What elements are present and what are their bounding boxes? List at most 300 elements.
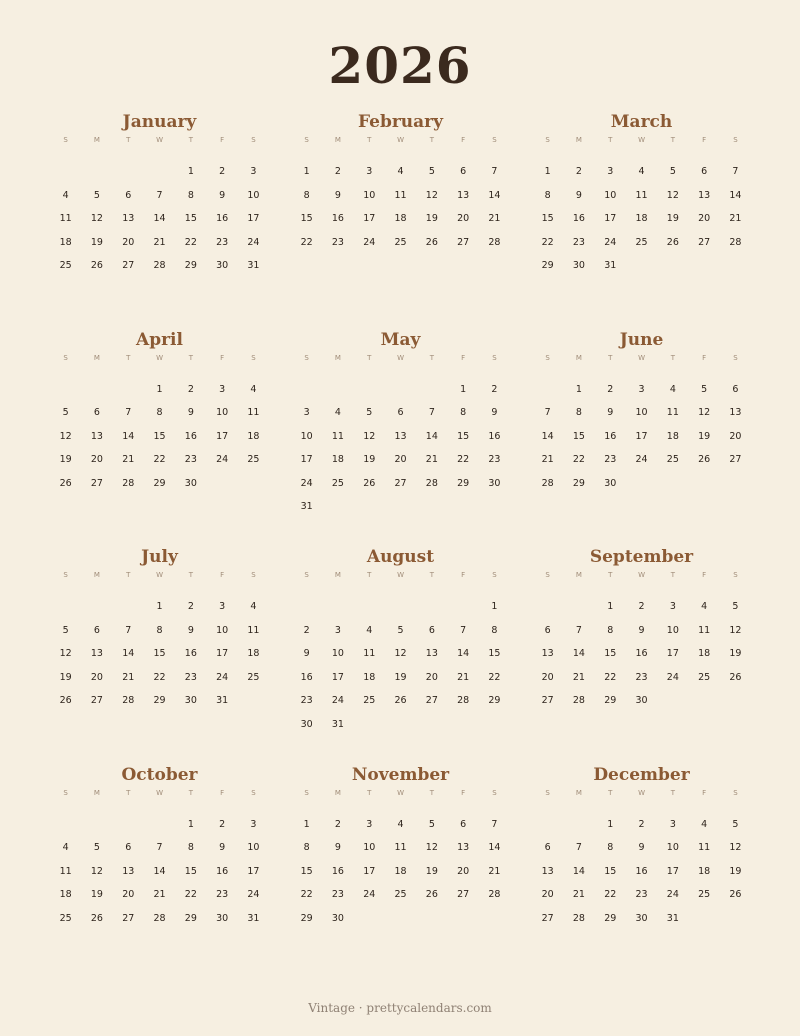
day-cell: 7 — [156, 189, 163, 201]
day-cell: 1 — [491, 601, 498, 612]
day-cell: 19 — [698, 430, 711, 442]
day-cell: 5 — [669, 166, 676, 177]
day-cell: 16 — [488, 430, 501, 442]
weekday-label: T — [670, 353, 675, 362]
day-cell: 3 — [219, 383, 226, 395]
day-cell: 12 — [59, 648, 72, 660]
day-cell: 20 — [122, 889, 135, 901]
day-cell: 23 — [331, 889, 344, 901]
day-cell: 21 — [729, 213, 742, 225]
day-cell: 25 — [59, 260, 72, 272]
days-grid — [50, 813, 269, 931]
day-cell: 16 — [184, 430, 197, 442]
day-cell: 23 — [216, 889, 229, 901]
day-cell: 27 — [457, 889, 470, 901]
day-cell: 22 — [604, 671, 617, 683]
weekday-label: T — [608, 353, 613, 362]
day-cell: 27 — [698, 236, 711, 248]
weekday-label: F — [461, 571, 466, 579]
day-cell: 28 — [488, 889, 501, 901]
day-cell: 29 — [457, 477, 470, 489]
weekday-label: T — [367, 571, 372, 579]
day-cell: 28 — [541, 477, 554, 489]
day-cell: 1 — [460, 383, 467, 395]
weekday-label: F — [702, 136, 707, 144]
day-cell: 11 — [59, 213, 72, 225]
days-grid — [50, 595, 269, 713]
day-cell: 8 — [303, 842, 310, 854]
day-cell: 19 — [425, 865, 438, 877]
day-cell: 5 — [701, 383, 708, 395]
day-cell: 4 — [701, 601, 708, 612]
day-cell: 9 — [303, 648, 310, 660]
weekday-label: M — [93, 571, 100, 579]
day-cell: 28 — [572, 695, 585, 707]
day-cell: 13 — [425, 648, 438, 660]
day-cell: 6 — [428, 624, 435, 636]
weekday-header-row — [291, 352, 510, 364]
weekday-label: M — [93, 353, 100, 362]
weekday-label: T — [126, 571, 131, 579]
day-cell: 3 — [669, 601, 676, 612]
day-cell: 24 — [247, 889, 260, 901]
day-cell: 10 — [666, 624, 679, 636]
day-cell: 6 — [544, 842, 551, 854]
day-cell: 7 — [491, 166, 498, 177]
day-cell: 26 — [729, 671, 742, 683]
empty-day-cell — [81, 378, 112, 402]
weekday-label: S — [492, 353, 497, 362]
day-cell: 15 — [457, 430, 470, 442]
day-cell: 2 — [219, 166, 226, 177]
weekday-header-row — [532, 352, 751, 364]
day-cell: 31 — [216, 695, 229, 707]
day-cell: 24 — [216, 671, 229, 683]
day-cell: 20 — [457, 213, 470, 225]
day-cell: 6 — [732, 383, 739, 395]
weekday-label: F — [461, 353, 466, 362]
day-cell: 16 — [184, 648, 197, 660]
day-cell: 20 — [698, 213, 711, 225]
day-cell: 27 — [394, 477, 407, 489]
month-name: November — [351, 764, 450, 785]
day-cell: 1 — [544, 166, 551, 177]
day-cell: 17 — [363, 213, 376, 225]
day-cell: 2 — [219, 818, 226, 830]
days-grid — [532, 378, 751, 496]
day-cell: 11 — [635, 189, 648, 201]
day-cell: 16 — [216, 213, 229, 225]
month-name: January — [122, 112, 197, 132]
weekday-label: S — [63, 353, 68, 362]
day-cell: 8 — [575, 407, 582, 419]
day-cell: 20 — [457, 865, 470, 877]
day-cell: 6 — [125, 842, 132, 854]
weekday-label: S — [545, 788, 550, 797]
day-cell: 20 — [90, 454, 103, 466]
day-cell: 16 — [635, 648, 648, 660]
day-cell: 17 — [247, 865, 260, 877]
day-cell: 7 — [460, 624, 467, 636]
day-cell: 15 — [153, 648, 166, 660]
weekday-label: T — [608, 788, 613, 797]
day-cell: 18 — [59, 236, 72, 248]
day-cell: 3 — [219, 601, 226, 612]
day-cell: 24 — [247, 236, 260, 248]
day-cell: 30 — [184, 695, 197, 707]
days-grid — [532, 595, 751, 713]
day-cell: 25 — [698, 889, 711, 901]
day-cell: 25 — [394, 236, 407, 248]
day-cell: 13 — [90, 430, 103, 442]
weekday-label: W — [156, 136, 163, 144]
day-cell: 25 — [363, 695, 376, 707]
day-cell: 22 — [153, 454, 166, 466]
day-cell: 19 — [729, 648, 742, 660]
day-cell: 29 — [184, 912, 197, 924]
day-cell: 4 — [250, 601, 257, 612]
day-cell: 19 — [363, 454, 376, 466]
day-cell: 5 — [93, 842, 100, 854]
day-cell: 2 — [187, 383, 194, 395]
day-cell: 4 — [62, 842, 69, 854]
weekday-label: S — [304, 788, 309, 797]
day-cell: 12 — [729, 842, 742, 854]
weekday-label: T — [429, 353, 434, 362]
day-cell: 21 — [153, 236, 166, 248]
weekday-label: S — [545, 353, 550, 362]
weekday-label: T — [367, 788, 372, 797]
day-cell: 27 — [425, 695, 438, 707]
day-cell: 8 — [156, 624, 163, 636]
day-cell: 5 — [397, 624, 404, 636]
day-cell: 13 — [698, 189, 711, 201]
day-cell: 21 — [153, 889, 166, 901]
weekday-header-row — [50, 787, 269, 799]
empty-day-cell — [354, 595, 385, 619]
day-cell: 8 — [187, 189, 194, 201]
day-cell: 3 — [366, 166, 373, 177]
day-cell: 16 — [331, 213, 344, 225]
day-cell: 3 — [366, 818, 373, 830]
empty-day-cell — [291, 595, 322, 619]
weekday-label: S — [63, 136, 68, 144]
day-cell: 7 — [575, 624, 582, 636]
day-cell: 11 — [331, 430, 344, 442]
days-grid — [532, 813, 751, 931]
day-cell: 5 — [62, 624, 69, 636]
day-cell: 5 — [366, 407, 373, 419]
day-cell: 6 — [125, 189, 132, 201]
day-cell: 26 — [363, 477, 376, 489]
weekday-label: F — [220, 788, 225, 797]
empty-day-cell — [322, 378, 353, 402]
weekday-label: S — [733, 136, 738, 144]
day-cell: 21 — [488, 865, 501, 877]
weekday-label: T — [670, 571, 675, 579]
day-cell: 18 — [331, 454, 344, 466]
day-cell: 2 — [575, 166, 582, 177]
day-cell: 16 — [604, 430, 617, 442]
day-cell: 20 — [90, 671, 103, 683]
day-cell: 3 — [638, 383, 645, 395]
month-name: April — [136, 329, 183, 350]
month-october — [50, 763, 269, 981]
day-cell: 5 — [732, 818, 739, 830]
day-cell: 13 — [729, 407, 742, 419]
weekday-label: S — [63, 788, 68, 797]
day-cell: 18 — [363, 671, 376, 683]
empty-day-cell — [50, 813, 81, 837]
day-cell: 15 — [184, 865, 197, 877]
day-cell: 3 — [669, 818, 676, 830]
day-cell: 25 — [331, 477, 344, 489]
weekday-label: F — [702, 353, 707, 362]
day-cell: 30 — [216, 260, 229, 272]
day-cell: 28 — [425, 477, 438, 489]
weekday-label: W — [397, 788, 404, 797]
day-cell: 1 — [607, 601, 614, 612]
day-cell: 8 — [156, 407, 163, 419]
day-cell: 18 — [247, 648, 260, 660]
day-cell: 18 — [59, 889, 72, 901]
day-cell: 28 — [122, 477, 135, 489]
day-cell: 24 — [666, 889, 679, 901]
day-cell: 11 — [394, 842, 407, 854]
day-cell: 17 — [247, 213, 260, 225]
day-cell: 30 — [572, 260, 585, 272]
day-cell: 8 — [303, 189, 310, 201]
weekday-label: M — [334, 788, 341, 797]
day-cell: 27 — [122, 912, 135, 924]
day-cell: 20 — [541, 889, 554, 901]
day-cell: 30 — [604, 477, 617, 489]
month-june — [532, 328, 751, 546]
weekday-label: M — [334, 136, 341, 144]
day-cell: 22 — [488, 671, 501, 683]
day-cell: 13 — [541, 648, 554, 660]
day-cell: 15 — [153, 430, 166, 442]
weekday-label: S — [733, 571, 738, 579]
day-cell: 19 — [59, 454, 72, 466]
day-cell: 9 — [334, 189, 341, 201]
footer-credit: Vintage · prettycalendars.com — [308, 1001, 492, 1015]
month-december — [532, 763, 751, 981]
empty-day-cell — [532, 595, 563, 619]
weekday-label: M — [575, 788, 582, 797]
day-cell: 3 — [303, 407, 310, 419]
weekday-label: F — [461, 136, 466, 144]
day-cell: 9 — [575, 189, 582, 201]
month-name: December — [593, 764, 690, 785]
day-cell: 25 — [247, 671, 260, 683]
empty-day-cell — [416, 378, 447, 402]
day-cell: 15 — [604, 865, 617, 877]
day-cell: 25 — [635, 236, 648, 248]
empty-day-cell — [447, 595, 478, 619]
year-title: 2026 — [328, 36, 472, 95]
empty-day-cell — [563, 595, 594, 619]
weekday-label: T — [608, 571, 613, 579]
day-cell: 20 — [394, 454, 407, 466]
day-cell: 6 — [544, 624, 551, 636]
day-cell: 7 — [544, 407, 551, 419]
day-cell: 15 — [541, 213, 554, 225]
empty-day-cell — [50, 160, 81, 184]
month-april — [50, 328, 269, 546]
day-cell: 16 — [216, 865, 229, 877]
day-cell: 8 — [544, 189, 551, 201]
month-name: March — [610, 112, 673, 132]
day-cell: 1 — [607, 818, 614, 830]
day-cell: 28 — [457, 695, 470, 707]
day-cell: 11 — [59, 865, 72, 877]
weekday-label: S — [304, 353, 309, 362]
weekday-label: M — [575, 353, 582, 362]
day-cell: 3 — [250, 818, 257, 830]
weekday-label: S — [545, 571, 550, 579]
day-cell: 15 — [572, 430, 585, 442]
weekday-label: F — [702, 788, 707, 797]
days-grid — [532, 160, 751, 278]
weekday-label: M — [575, 571, 582, 579]
day-cell: 9 — [334, 842, 341, 854]
weekday-label: T — [367, 136, 372, 144]
empty-day-cell — [113, 160, 144, 184]
weekday-label: T — [188, 353, 193, 362]
day-cell: 9 — [219, 842, 226, 854]
empty-day-cell — [81, 813, 112, 837]
day-cell: 22 — [300, 889, 313, 901]
day-cell: 27 — [457, 236, 470, 248]
day-cell: 1 — [156, 601, 163, 612]
day-cell: 9 — [187, 624, 194, 636]
day-cell: 26 — [666, 236, 679, 248]
day-cell: 4 — [638, 166, 645, 177]
day-cell: 27 — [541, 695, 554, 707]
day-cell: 18 — [394, 865, 407, 877]
day-cell: 9 — [607, 407, 614, 419]
weekday-header-row — [532, 134, 751, 146]
day-cell: 9 — [187, 407, 194, 419]
day-cell: 25 — [59, 912, 72, 924]
days-grid — [291, 595, 510, 737]
day-cell: 4 — [669, 383, 676, 395]
day-cell: 26 — [698, 454, 711, 466]
weekday-label: S — [251, 136, 256, 144]
day-cell: 22 — [184, 236, 197, 248]
day-cell: 26 — [425, 889, 438, 901]
day-cell: 11 — [247, 624, 260, 636]
weekday-label: S — [545, 136, 550, 144]
day-cell: 9 — [219, 189, 226, 201]
day-cell: 16 — [635, 865, 648, 877]
day-cell: 8 — [187, 842, 194, 854]
empty-day-cell — [563, 813, 594, 837]
weekday-label: F — [220, 571, 225, 579]
day-cell: 1 — [187, 166, 194, 177]
day-cell: 10 — [216, 407, 229, 419]
weekday-label: S — [251, 353, 256, 362]
day-cell: 27 — [122, 260, 135, 272]
day-cell: 14 — [572, 865, 585, 877]
day-cell: 3 — [250, 166, 257, 177]
day-cell: 10 — [247, 189, 260, 201]
day-cell: 24 — [363, 889, 376, 901]
day-cell: 8 — [491, 624, 498, 636]
weekday-label: M — [93, 136, 100, 144]
weekday-label: W — [397, 571, 404, 579]
day-cell: 30 — [216, 912, 229, 924]
day-cell: 21 — [425, 454, 438, 466]
day-cell: 4 — [397, 818, 404, 830]
day-cell: 12 — [666, 189, 679, 201]
day-cell: 14 — [153, 213, 166, 225]
day-cell: 13 — [394, 430, 407, 442]
day-cell: 24 — [666, 671, 679, 683]
day-cell: 9 — [491, 407, 498, 419]
day-cell: 3 — [334, 624, 341, 636]
weekday-label: S — [492, 788, 497, 797]
day-cell: 19 — [59, 671, 72, 683]
weekday-label: W — [156, 788, 163, 797]
day-cell: 26 — [90, 260, 103, 272]
day-cell: 24 — [216, 454, 229, 466]
day-cell: 31 — [247, 912, 260, 924]
month-january — [50, 110, 269, 328]
day-cell: 7 — [125, 624, 132, 636]
day-cell: 12 — [425, 842, 438, 854]
weekday-label: W — [156, 353, 163, 362]
day-cell: 14 — [729, 189, 742, 201]
day-cell: 31 — [666, 912, 679, 924]
empty-day-cell — [144, 160, 175, 184]
day-cell: 28 — [153, 260, 166, 272]
day-cell: 23 — [331, 236, 344, 248]
empty-day-cell — [354, 378, 385, 402]
day-cell: 14 — [457, 648, 470, 660]
day-cell: 23 — [635, 671, 648, 683]
weekday-label: T — [670, 136, 675, 144]
weekday-label: T — [429, 571, 434, 579]
day-cell: 11 — [698, 624, 711, 636]
day-cell: 11 — [394, 189, 407, 201]
day-cell: 18 — [635, 213, 648, 225]
empty-day-cell — [113, 813, 144, 837]
day-cell: 7 — [575, 842, 582, 854]
day-cell: 29 — [572, 477, 585, 489]
day-cell: 6 — [93, 407, 100, 419]
day-cell: 5 — [93, 189, 100, 201]
day-cell: 30 — [488, 477, 501, 489]
weekday-label: F — [702, 571, 707, 579]
day-cell: 12 — [729, 624, 742, 636]
day-cell: 17 — [666, 648, 679, 660]
day-cell: 17 — [635, 430, 648, 442]
day-cell: 20 — [122, 236, 135, 248]
day-cell: 30 — [635, 912, 648, 924]
day-cell: 2 — [638, 818, 645, 830]
day-cell: 26 — [394, 695, 407, 707]
day-cell: 20 — [729, 430, 742, 442]
weekday-label: M — [334, 571, 341, 579]
month-march — [532, 110, 751, 328]
weekday-label: T — [367, 353, 372, 362]
day-cell: 13 — [457, 842, 470, 854]
day-cell: 29 — [488, 695, 501, 707]
month-name: May — [380, 329, 421, 350]
weekday-label: S — [492, 136, 497, 144]
